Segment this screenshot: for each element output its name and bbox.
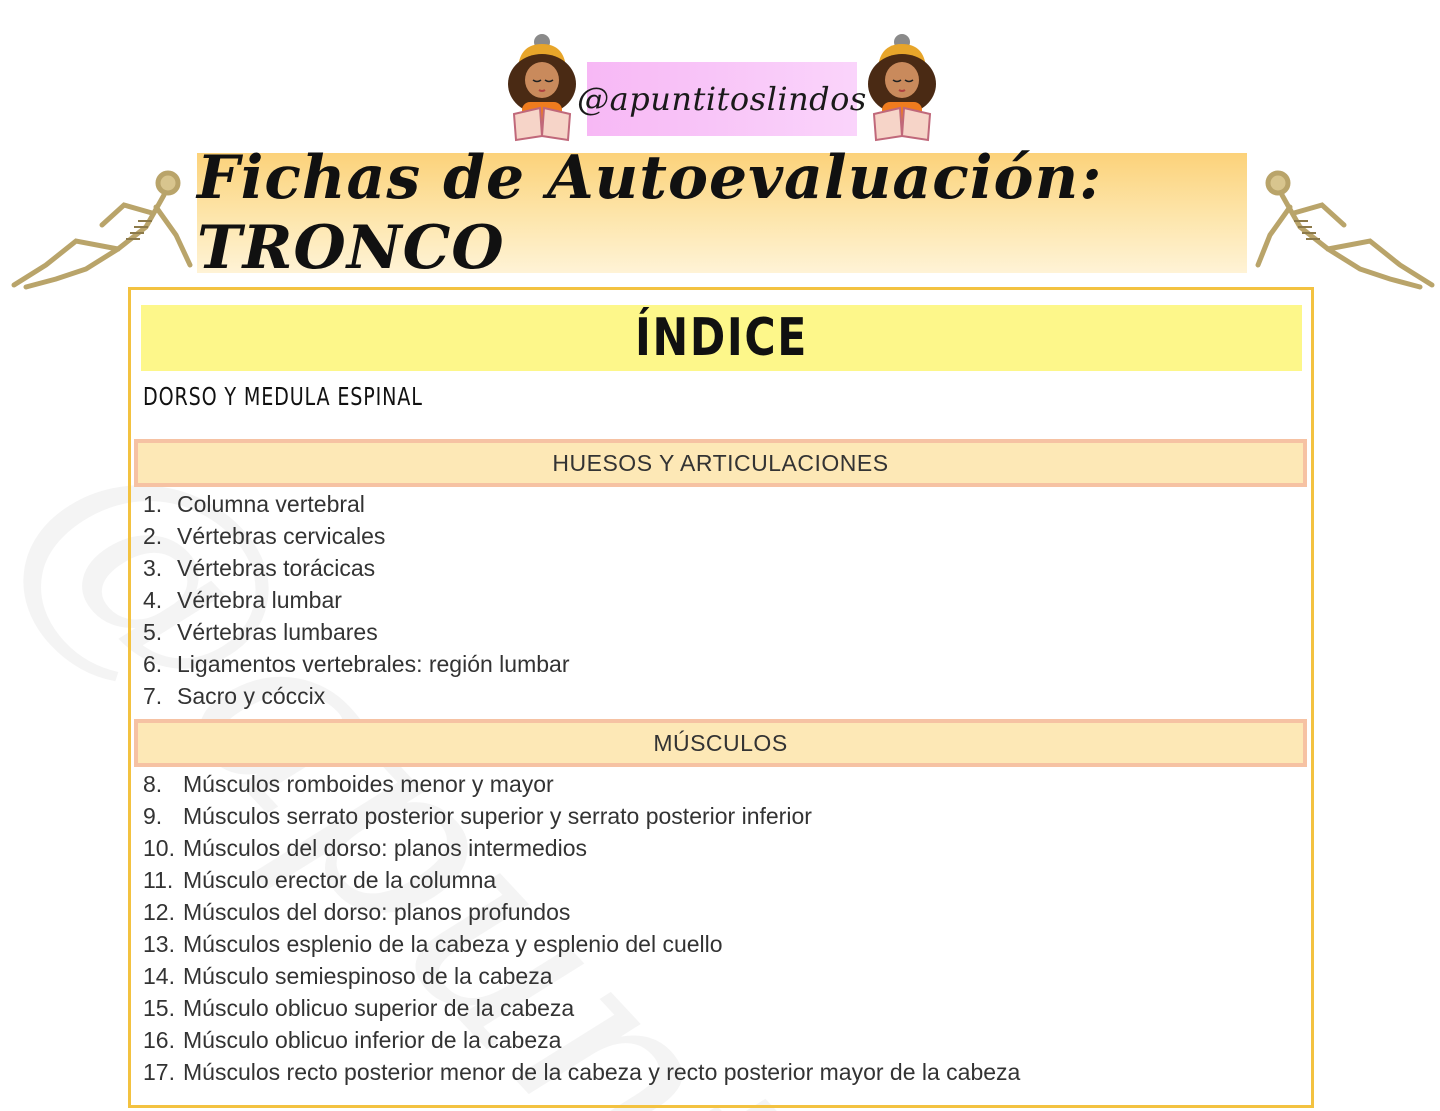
list-item: 5. Vértebras lumbares: [143, 619, 378, 645]
list-item: 11. Músculo erector de la columna: [143, 867, 497, 893]
title-banner: [197, 143, 1247, 283]
list-item: 15. Músculo oblicuo superior de la cabeza: [143, 995, 575, 1021]
section-header-bones: [134, 439, 1307, 487]
list-item: 17. Músculos recto posterior menor de la cabeza y recto posterior mayor de la cabeza: [143, 1059, 1021, 1085]
bones-list: [143, 488, 569, 712]
list-item: 7. Sacro y cóccix: [143, 683, 326, 709]
list-item: 1. Columna vertebral: [143, 491, 365, 517]
region-heading: DORSO Y MEDULA ESPINAL: [143, 382, 423, 411]
section-header-muscles: [134, 719, 1307, 767]
section-label: HUESOS Y ARTICULACIONES: [552, 449, 889, 476]
list-item: 4. Vértebra lumbar: [143, 587, 342, 613]
list-item: 8. Músculos romboides menor y mayor: [143, 771, 554, 797]
skeleton-icon: [1250, 165, 1440, 295]
list-item: 6. Ligamentos vertebrales: región lumbar: [143, 651, 570, 677]
girl-reading-avatar-icon: [500, 28, 584, 144]
page-title: Fichas de Autoevaluación: TRONCO: [197, 143, 1103, 283]
list-item: 13. Músculos esplenio de la cabeza y esplenio del cuello: [143, 931, 723, 957]
list-item: 10. Músculos del dorso: planos intermedios: [143, 835, 587, 861]
muscles-list: [143, 768, 1020, 1088]
list-item: 2. Vértebras cervicales: [143, 523, 386, 549]
skeleton-icon: [6, 165, 196, 295]
section-label: MÚSCULOS: [653, 729, 788, 756]
list-item: 16. Músculo oblicuo inferior de la cabeza: [143, 1027, 562, 1053]
index-heading: ÍNDICE: [634, 308, 809, 368]
list-item: 3. Vértebras torácicas: [143, 555, 376, 581]
list-item: 14. Músculo semiespinoso de la cabeza: [143, 963, 553, 989]
list-item: 12. Músculos del dorso: planos profundos: [143, 899, 571, 925]
handle-badge: [577, 62, 867, 136]
handle-text: @apuntitoslindos: [577, 80, 867, 118]
index-heading-band: [141, 305, 1302, 371]
list-item: 9. Músculos serrato posterior superior y serrato posterior inferior: [143, 803, 812, 829]
girl-reading-avatar-icon: [860, 28, 944, 144]
